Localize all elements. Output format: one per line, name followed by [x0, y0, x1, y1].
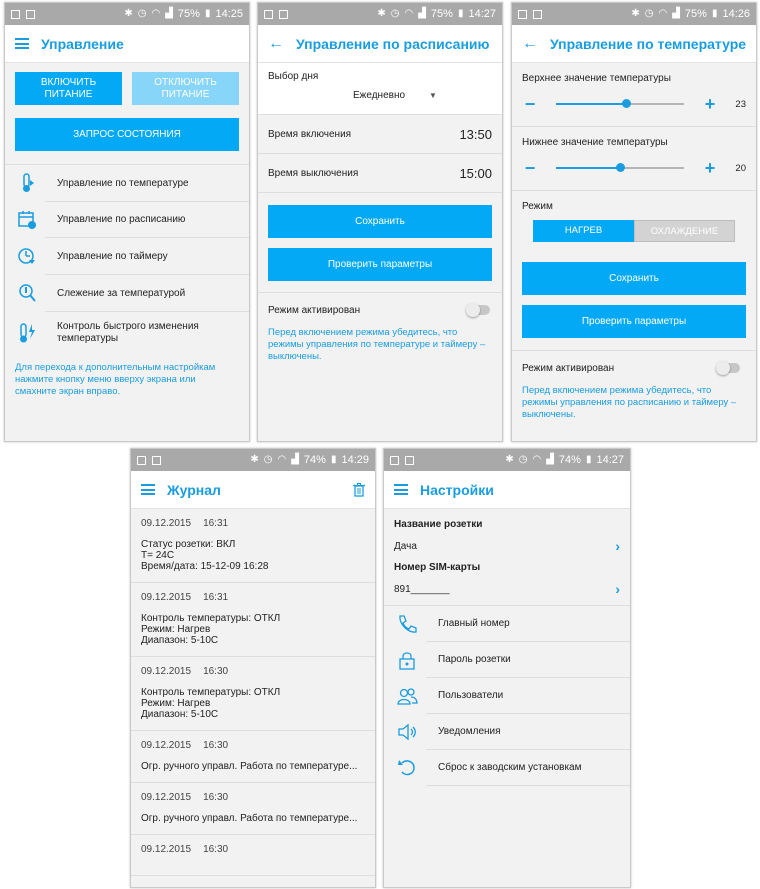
sim-number-row[interactable] [384, 554, 630, 597]
lower-temp-control [522, 156, 746, 180]
journal-entry [131, 783, 375, 835]
mail-notification-icon [279, 10, 288, 19]
entry-date: 09.12.2015 [141, 792, 192, 803]
entry-date: 09.12.2015 [141, 844, 192, 855]
clock: 14:27 [468, 8, 496, 20]
battery-icon: ▮ [711, 8, 718, 19]
socket-name-row[interactable] [384, 509, 630, 554]
menu-icon[interactable] [141, 484, 155, 495]
phone-control-screen [4, 2, 250, 442]
bluetooth-icon: ✱ [505, 454, 514, 465]
entry-line: Огр. ручного управл. Работа по температуре... [141, 813, 358, 824]
menu-item-schedule[interactable] [5, 202, 249, 237]
signal-icon: ▟ [418, 8, 426, 19]
mode-segmented-control [522, 220, 746, 242]
check-parameters-button[interactable]: Проверить параметры [522, 305, 746, 338]
back-arrow-icon[interactable]: ← [268, 34, 284, 52]
alarm-icon: ◷ [263, 454, 273, 465]
entry-line: Огр. ручного управл. Работа по температуре... [141, 761, 358, 772]
wifi-icon: ◠ [532, 454, 542, 465]
mail-notification-icon [405, 456, 414, 465]
control-menu-list [5, 165, 249, 354]
menu-icon[interactable] [394, 484, 408, 495]
clock: 14:27 [596, 454, 624, 466]
entry-line: Диапазон: 5-10С [141, 709, 219, 720]
battery-percent: 75% [684, 8, 707, 20]
save-button[interactable]: Сохранить [268, 205, 492, 238]
menu-item-monitoring[interactable] [5, 275, 249, 311]
sim-number-label: Номер SIM-карты [394, 562, 481, 573]
mode-active-label: Режим активирован [522, 362, 615, 374]
mode-active-label: Режим активирован [268, 304, 361, 316]
calendar-icon [17, 209, 37, 231]
phone-settings-screen [383, 448, 631, 888]
slider-fill [556, 167, 620, 169]
mode-active-row [258, 293, 502, 327]
socket-name-value: Дача [394, 540, 417, 552]
chevron-right-icon: › [615, 538, 620, 554]
hint-text: Для перехода к дополнительным настройкам нажмите кнопку меню вверху экрана или смахните экран вправо. [15, 362, 216, 397]
menu-item-rapid-change[interactable] [5, 312, 249, 354]
phone-icon [396, 613, 418, 635]
entry-line: Контроль температуры: ОТКЛ [141, 613, 281, 624]
wifi-icon: ◠ [151, 8, 161, 19]
entry-line: Режим: Нагрев [141, 624, 211, 635]
status-bar [131, 449, 375, 471]
plus-icon[interactable]: + [704, 158, 716, 178]
entry-time: 16:31 [203, 592, 229, 603]
clock: 14:26 [722, 8, 750, 20]
settings-item-factory-reset[interactable] [384, 750, 630, 785]
settings-item-label: Пароль розетки [438, 654, 511, 665]
upper-temp-label: Верхнее значение температуры [522, 73, 671, 84]
socket-name-label: Название розетки [394, 519, 483, 530]
bluetooth-icon: ✱ [631, 8, 640, 19]
journal-entry [131, 583, 375, 657]
menu-item-label: Управление по температуре [57, 177, 189, 189]
reset-icon [396, 757, 418, 779]
upper-temp-slider[interactable] [556, 103, 684, 105]
settings-item-notifications[interactable] [384, 714, 630, 749]
dropdown-arrow-icon: ▼ [429, 90, 437, 100]
menu-item-temperature[interactable] [5, 165, 249, 201]
battery-percent: 74% [303, 454, 326, 466]
entry-time: 16:30 [203, 740, 229, 751]
entry-line: T= 24C [141, 550, 175, 561]
image-notification-icon [390, 456, 399, 465]
app-bar [258, 25, 502, 63]
settings-item-main-number[interactable] [384, 606, 630, 641]
on-time-value: 13:50 [459, 126, 492, 142]
image-notification-icon [518, 10, 527, 19]
settings-item-label: Сброс к заводским установкам [438, 762, 582, 773]
image-notification-icon [11, 10, 20, 19]
screen-title: Управление по температуре [550, 35, 747, 52]
on-time-label: Время включения [268, 128, 352, 140]
entry-line: Контроль температуры: ОТКЛ [141, 687, 281, 698]
app-bar [384, 471, 630, 509]
journal-entry [131, 509, 375, 583]
minus-icon[interactable]: − [524, 158, 536, 178]
on-time-row[interactable] [258, 115, 502, 153]
speaker-icon [396, 721, 418, 743]
journal-entry [131, 657, 375, 731]
clock: 14:25 [215, 8, 243, 20]
menu-item-label: Управление по таймеру [57, 250, 168, 262]
menu-item-label: Управление по расписанию [57, 214, 186, 225]
clock: 14:29 [341, 454, 369, 466]
thermometer-icon [17, 172, 37, 194]
mail-notification-icon [152, 456, 161, 465]
image-notification-icon [264, 10, 273, 19]
upper-temp-control [522, 92, 746, 116]
settings-item-label: Пользователи [438, 690, 504, 701]
settings-item-users[interactable] [384, 678, 630, 713]
power-off-button[interactable]: ОТКЛЮЧИТЬ ПИТАНИЕ [132, 72, 239, 105]
battery-percent: 74% [558, 454, 581, 466]
off-time-value: 15:00 [459, 165, 492, 181]
bluetooth-icon: ✱ [250, 454, 259, 465]
status-bar [5, 3, 249, 25]
alarm-icon: ◷ [518, 454, 528, 465]
magnifier-thermometer-icon [17, 282, 37, 304]
battery-percent: 75% [177, 8, 200, 20]
battery-percent: 75% [430, 8, 453, 20]
status-bar [384, 449, 630, 471]
lower-temp-label: Нижнее значение температуры [522, 137, 668, 148]
day-select[interactable] [258, 82, 502, 114]
app-bar [131, 471, 375, 509]
off-time-label: Время выключения [268, 167, 359, 179]
menu-icon[interactable] [15, 38, 29, 49]
slider-knob[interactable] [622, 99, 631, 108]
phone-temperature-screen [511, 2, 757, 442]
mode-cool-button[interactable]: ОХЛАЖДЕНИЕ [634, 220, 735, 242]
mail-notification-icon [26, 10, 35, 19]
day-label: Выбор дня [268, 71, 319, 82]
mode-label: Режим [522, 201, 553, 212]
entry-date: 09.12.2015 [141, 518, 192, 529]
settings-item-password[interactable] [384, 642, 630, 677]
entry-line: Режим: Нагрев [141, 698, 211, 709]
signal-icon: ▟ [672, 8, 680, 19]
mode-active-row [512, 351, 756, 385]
screen-title: Настройки [420, 481, 494, 498]
menu-item-timer[interactable] [5, 238, 249, 274]
day-select-value: Ежедневно [353, 89, 406, 101]
app-bar [5, 25, 249, 63]
entry-time: 16:30 [203, 844, 229, 855]
back-arrow-icon[interactable]: ← [522, 34, 538, 52]
bluetooth-icon: ✱ [124, 8, 133, 19]
sim-number-value: 891_______ [394, 583, 450, 595]
entry-line: Статус розетки: ВКЛ [141, 539, 236, 550]
signal-icon: ▟ [546, 454, 554, 465]
entry-time: 16:31 [203, 518, 229, 529]
chevron-right-icon: › [615, 581, 620, 597]
off-time-row[interactable] [258, 154, 502, 192]
bluetooth-icon: ✱ [377, 8, 386, 19]
signal-icon: ▟ [291, 454, 299, 465]
alarm-icon: ◷ [390, 8, 400, 19]
journal-entry [131, 731, 375, 783]
status-bar [512, 3, 756, 25]
slider-fill [556, 103, 626, 105]
mode-heat-button[interactable]: НАГРЕВ [533, 220, 634, 242]
wifi-icon: ◠ [277, 454, 287, 465]
settings-list [384, 606, 630, 786]
trash-icon[interactable] [353, 483, 365, 497]
screen-title: Журнал [167, 481, 221, 498]
slider-knob[interactable] [616, 163, 625, 172]
screen-title: Управление [41, 35, 124, 52]
journal-entry [131, 835, 375, 876]
power-on-button[interactable]: ВКЛЮЧИТЬ ПИТАНИЕ [15, 72, 122, 105]
wifi-icon: ◠ [404, 8, 414, 19]
lower-temp-value: 20 [735, 162, 746, 174]
lower-temp-slider[interactable] [556, 167, 684, 169]
wifi-icon: ◠ [658, 8, 668, 19]
battery-icon: ▮ [457, 8, 464, 19]
battery-icon: ▮ [585, 454, 592, 465]
settings-item-label: Уведомления [438, 726, 501, 737]
app-bar [512, 25, 756, 63]
phone-schedule-screen [257, 2, 503, 442]
timer-icon [17, 245, 37, 267]
battery-icon: ▮ [330, 454, 337, 465]
entry-date: 09.12.2015 [141, 666, 192, 677]
mail-notification-icon [533, 10, 542, 19]
divider [426, 785, 630, 786]
alarm-icon: ◷ [137, 8, 147, 19]
users-icon [396, 685, 418, 707]
status-bar [258, 3, 502, 25]
mode-active-toggle[interactable] [718, 363, 740, 373]
image-notification-icon [137, 456, 146, 465]
entry-date: 09.12.2015 [141, 592, 192, 603]
menu-item-label: Слежение за температурой [57, 287, 186, 299]
thermometer-flash-icon [17, 321, 37, 345]
status-request-button[interactable]: ЗАПРОС СОСТОЯНИЯ [15, 118, 239, 151]
upper-temp-value: 23 [735, 98, 746, 110]
entry-time: 16:30 [203, 666, 229, 677]
alarm-icon: ◷ [644, 8, 654, 19]
battery-icon: ▮ [204, 8, 211, 19]
hint-text: Перед включением режима убедитесь, что режимы управления по расписанию и таймеру – выключены. [522, 385, 737, 420]
hint-text: Перед включением режима убедитесь, что режимы управления по температуре и таймеру – выключены. [268, 327, 486, 362]
signal-icon: ▟ [165, 8, 173, 19]
mode-active-toggle[interactable] [468, 305, 490, 315]
entry-date: 09.12.2015 [141, 740, 192, 751]
plus-icon[interactable]: + [704, 94, 716, 114]
save-button[interactable]: Сохранить [522, 262, 746, 295]
journal-list [131, 509, 375, 876]
settings-item-label: Главный номер [438, 618, 510, 629]
minus-icon[interactable]: − [524, 94, 536, 114]
phone-journal-screen [130, 448, 376, 888]
lock-icon [396, 649, 418, 671]
menu-item-label: Контроль быстрого изменения температуры [57, 321, 199, 344]
entry-time: 16:30 [203, 792, 229, 803]
check-parameters-button[interactable]: Проверить параметры [268, 248, 492, 281]
entry-line: Время/дата: 15-12-09 16:28 [141, 561, 269, 572]
screen-title: Управление по расписанию [296, 35, 490, 52]
entry-line: Диапазон: 5-10С [141, 635, 219, 646]
